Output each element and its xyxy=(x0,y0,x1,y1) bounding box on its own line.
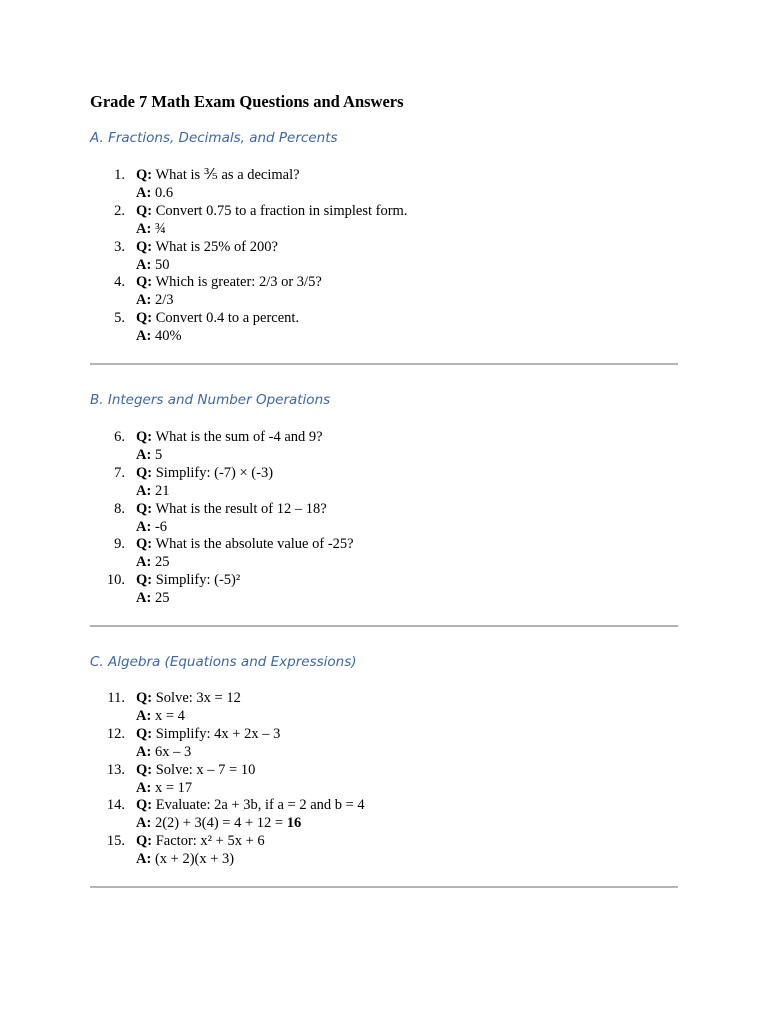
item-number: 11. xyxy=(107,690,125,706)
question-text: Solve: 3x = 12 xyxy=(155,690,241,706)
question-text: What is the result of 12 – 18? xyxy=(155,500,327,517)
qa-item xyxy=(90,797,365,833)
question-text: Which is greater: 2/3 or 3/5? xyxy=(155,274,322,291)
question-text: Simplify: 4x + 2x – 3 xyxy=(155,725,281,742)
answer-label: A: xyxy=(136,554,152,571)
question-line xyxy=(136,274,407,292)
answer-text: 2/3 xyxy=(154,292,174,309)
answer-text: 0.6 xyxy=(154,184,174,201)
answer-text: ¾ xyxy=(154,220,166,237)
question-list xyxy=(90,429,354,608)
answer-line xyxy=(136,292,407,310)
item-number: 12. xyxy=(106,725,125,742)
answer-text: 50 xyxy=(154,256,170,273)
section-algebra xyxy=(90,654,678,670)
answer-label: A: xyxy=(136,779,152,796)
question-label: Q: xyxy=(136,725,153,742)
answer-label: A: xyxy=(136,518,152,535)
question-label: Q: xyxy=(136,572,153,589)
question-list xyxy=(90,690,365,869)
question-line xyxy=(136,429,354,447)
question-label: Q: xyxy=(136,274,153,291)
question-line xyxy=(136,167,407,185)
question-text: Solve: x – 7 = 10 xyxy=(155,761,256,778)
answer-text: 5 xyxy=(154,446,163,463)
answer-text: (x + 2)(x + 3) xyxy=(154,851,235,868)
question-text: Simplify: (-7) × (-3) xyxy=(155,464,274,481)
question-label: Q: xyxy=(136,464,153,481)
question-label: Q: xyxy=(136,536,153,553)
question-label: Q: xyxy=(136,690,153,706)
section-integers xyxy=(90,392,678,408)
answer-label: A: xyxy=(136,482,152,499)
section-heading: C. Algebra (Equations and Expressions) xyxy=(90,654,357,670)
question-label: Q: xyxy=(136,202,153,219)
answer-label: A: xyxy=(136,446,152,463)
question-label: Q: xyxy=(136,429,153,445)
qa-item xyxy=(90,465,354,501)
question-text: Simplify: (-5)² xyxy=(155,572,241,589)
question-label: Q: xyxy=(136,833,153,850)
answer-line xyxy=(136,519,354,537)
answer-line xyxy=(136,851,365,869)
item-number: 6. xyxy=(114,429,125,445)
qa-item xyxy=(90,726,365,762)
item-number: 10. xyxy=(106,572,125,589)
section-heading: A. Fractions, Decimals, and Percents xyxy=(90,130,338,146)
question-text: Evaluate: 2a + 3b, if a = 2 and b = 4 xyxy=(155,797,365,814)
answer-text: x = 4 xyxy=(154,707,185,724)
item-number: 2. xyxy=(114,202,125,219)
question-line xyxy=(136,726,365,744)
question-line xyxy=(136,465,354,483)
question-label: Q: xyxy=(136,797,153,814)
qa-item xyxy=(90,536,354,572)
item-number: 13. xyxy=(106,761,125,778)
question-text: What is the absolute value of -25? xyxy=(155,536,354,553)
qa-item xyxy=(90,501,354,537)
answer-label: A: xyxy=(136,256,152,273)
item-number: 9. xyxy=(114,536,125,553)
qa-item xyxy=(90,310,407,346)
answer-label: A: xyxy=(136,743,152,760)
item-number: 8. xyxy=(114,500,125,517)
item-number: 14. xyxy=(106,797,125,814)
question-label: Q: xyxy=(136,238,153,255)
question-line xyxy=(136,762,365,780)
item-number: 3. xyxy=(114,238,125,255)
answer-label: A: xyxy=(136,815,152,832)
answer-text: -6 xyxy=(154,518,168,535)
answer-line xyxy=(136,483,354,501)
answer-line xyxy=(136,185,407,203)
question-line xyxy=(136,310,407,328)
answer-label: A: xyxy=(136,328,152,345)
question-list xyxy=(90,167,407,346)
question-label: Q: xyxy=(136,310,153,327)
answer-line xyxy=(136,590,354,608)
answer-result: 16 xyxy=(286,815,302,832)
answer-label: A: xyxy=(136,851,152,868)
question-line xyxy=(136,239,407,257)
question-text: Convert 0.75 to a fraction in simplest form. xyxy=(155,202,408,219)
answer-label: A: xyxy=(136,220,152,237)
item-number: 7. xyxy=(114,464,125,481)
question-label: Q: xyxy=(136,167,153,183)
section-divider xyxy=(90,625,678,627)
question-line xyxy=(136,797,365,815)
answer-line xyxy=(136,328,407,346)
qa-item xyxy=(90,203,407,239)
qa-item xyxy=(90,572,354,608)
question-label: Q: xyxy=(136,500,153,517)
question-text: Factor: x² + 5x + 6 xyxy=(155,833,265,850)
qa-item xyxy=(90,762,365,798)
item-number: 4. xyxy=(114,274,125,291)
question-label: Q: xyxy=(136,761,153,778)
question-line xyxy=(136,833,365,851)
answer-line xyxy=(136,221,407,239)
item-number: 15. xyxy=(106,833,125,850)
answer-text: 6x – 3 xyxy=(154,743,192,760)
answer-label: A: xyxy=(136,292,152,309)
answer-line xyxy=(136,554,354,572)
answer-text: 2(2) + 3(4) = 4 + 12 = xyxy=(154,815,287,832)
answer-line xyxy=(136,447,354,465)
answer-line xyxy=(136,708,365,726)
answer-text: 25 xyxy=(154,590,170,607)
page-title: Grade 7 Math Exam Questions and Answers xyxy=(90,92,404,111)
qa-item xyxy=(90,833,365,869)
answer-text: 21 xyxy=(154,482,170,499)
answer-label: A: xyxy=(136,590,152,607)
answer-text: 25 xyxy=(154,554,170,571)
qa-item xyxy=(90,690,365,726)
question-text: Convert 0.4 to a percent. xyxy=(155,310,300,327)
answer-label: A: xyxy=(136,184,152,201)
answer-text: x = 17 xyxy=(154,779,193,796)
question-line xyxy=(136,536,354,554)
qa-item xyxy=(90,429,354,465)
qa-item xyxy=(90,239,407,275)
question-text: What is ⅗ as a decimal? xyxy=(155,167,300,183)
answer-line xyxy=(136,257,407,275)
question-text: What is the sum of -4 and 9? xyxy=(155,429,323,445)
answer-label: A: xyxy=(136,707,152,724)
section-divider xyxy=(90,886,678,888)
answer-text: 40% xyxy=(154,328,182,345)
qa-item xyxy=(90,167,407,203)
qa-item xyxy=(90,274,407,310)
question-line xyxy=(136,690,365,708)
question-line xyxy=(136,203,407,221)
section-heading: B. Integers and Number Operations xyxy=(90,392,331,408)
answer-line xyxy=(136,744,365,762)
section-divider xyxy=(90,363,678,365)
answer-line xyxy=(136,780,365,798)
question-line xyxy=(136,572,354,590)
question-line xyxy=(136,501,354,519)
answer-line xyxy=(136,815,365,833)
item-number: 1. xyxy=(114,167,125,183)
section-fractions xyxy=(90,130,678,146)
question-text: What is 25% of 200? xyxy=(155,238,278,255)
item-number: 5. xyxy=(114,310,125,327)
